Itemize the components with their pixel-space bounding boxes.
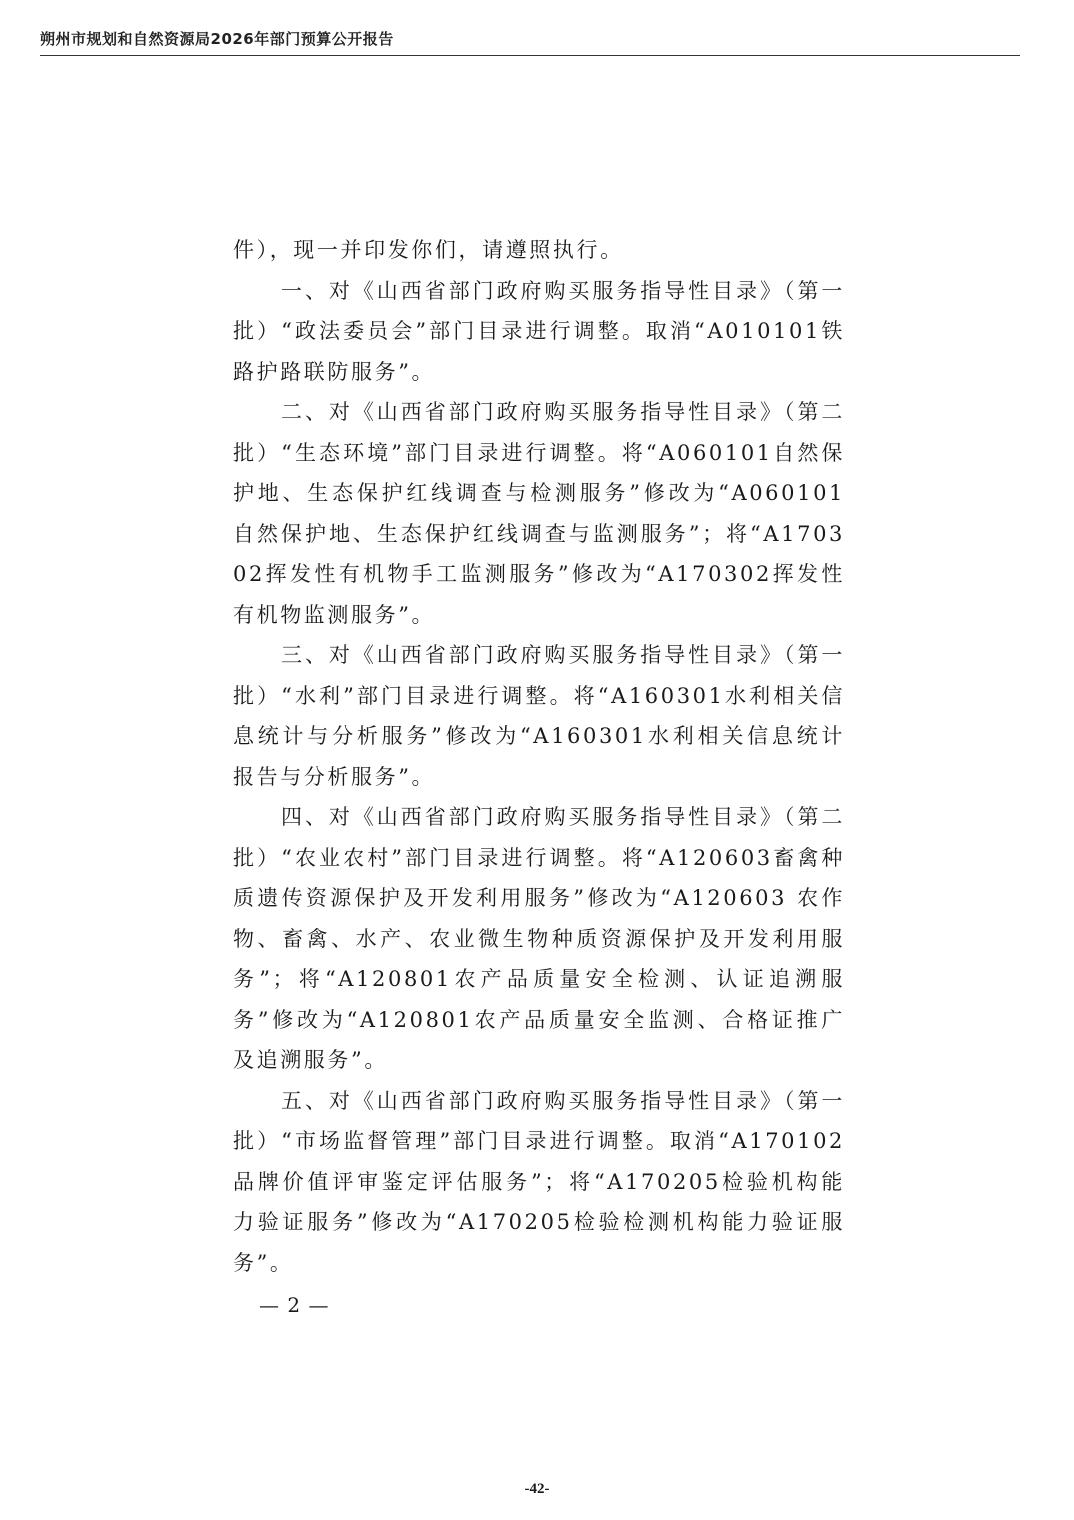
paragraph-item-3: 三、对《山西省部门政府购买服务指导性目录》（第一批）“水利”部门目录进行调整。将“A160301水利相关信息统计与分析服务”修改为“A160301水利相关信息统计报告与分析服务”。 <box>233 643 845 789</box>
paragraph-item-5: 五、对《山西省部门政府购买服务指导性目录》（第一批）“市场监督管理”部门目录进行调整。取消“A170102 品牌价值评审鉴定评估服务”；将“A170205检验机构能力验证服务”修改为“A170205检验检测机构能力验证服务”。 <box>233 1088 845 1275</box>
header-divider <box>40 55 1020 56</box>
paragraph-item-2: 二、对《山西省部门政府购买服务指导性目录》（第二批）“生态环境”部门目录进行调整。将“A060101自然保护地、生态保护红线调查与检测服务”修改为“A060101自然保护地、生态保护红线调查与监测服务”；将“A170302挥发性有机物手工监测服务”修改为“A170302挥发性有机物监测服务”。 <box>233 400 845 627</box>
paragraph-item-1: 一、对《山西省部门政府购买服务指导性目录》（第一批）“政法委员会”部门目录进行调整。取消“A010101铁路护路联防服务”。 <box>233 278 845 384</box>
header-title: 朔州市规划和自然资源局2026年部门预算公开报告 <box>40 30 394 48</box>
document-body <box>233 230 845 1317</box>
paragraph-item-4: 四、对《山西省部门政府购买服务指导性目录》（第二批）“农业农村”部门目录进行调整。将“A120603畜禽种质遗传资源保护及开发利用服务”修改为“A120603 农作物、畜禽、水产、农业微生物种质资源保护及开发利用服务”；将“A120801农产品质量安全检测、认证追溯服务”修改为“A120801农产品质量安全监测、合格证推广及追溯服务”。 <box>233 805 845 1072</box>
page-header <box>40 28 1020 56</box>
footer-page-number: -42- <box>524 1481 550 1497</box>
paragraph-continuation: 件），现一并印发你们，请遵照执行。 <box>233 238 624 262</box>
inner-page-number: — 2 — <box>259 1293 330 1317</box>
